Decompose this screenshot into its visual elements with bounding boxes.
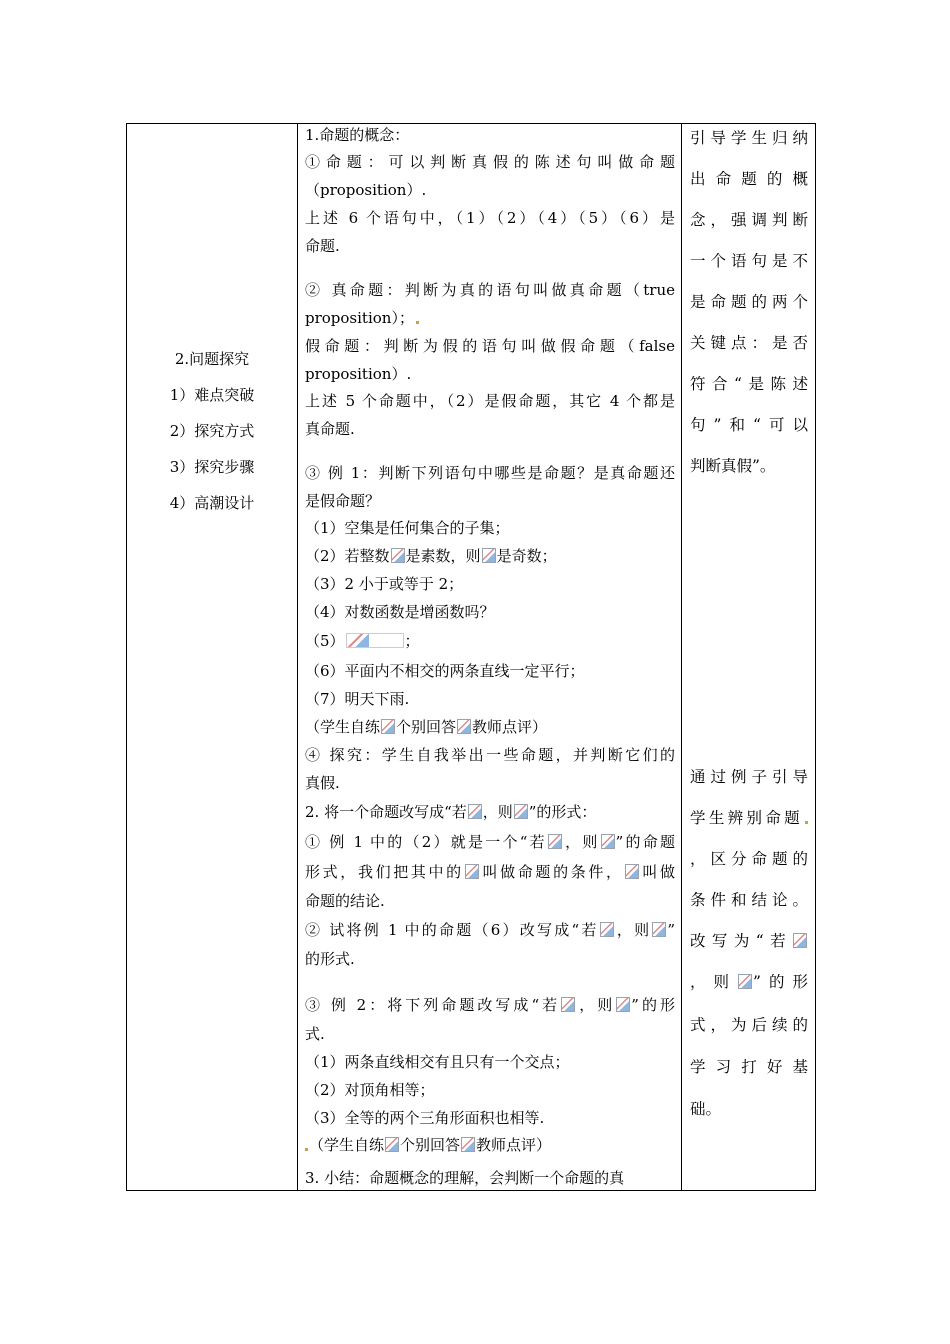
text-line xyxy=(305,1135,675,1155)
text-span: ”的命题 xyxy=(615,833,675,851)
text-span: proposition）； xyxy=(305,309,414,327)
note-line: 学 习 打 好 基 xyxy=(690,1058,808,1076)
note-line xyxy=(690,972,808,992)
note-line: 出命题的概 xyxy=(690,170,808,188)
text-line xyxy=(305,920,675,940)
text-span: ” xyxy=(667,921,675,939)
text-line: ③ 例 1：判断下列语句中哪些是命题？是真命题还 xyxy=(305,464,675,482)
list-item: （3）2 小于或等于 2； xyxy=(305,575,464,593)
note-line: 是命题的两个 xyxy=(690,293,808,311)
note-line: 关键点：是否 xyxy=(690,334,808,352)
note-line: 判断真假”。 xyxy=(690,457,776,475)
column-divider xyxy=(297,124,298,1190)
text-line: 3. 小结：命题概念的理解，会判断一个命题的真 xyxy=(305,1169,625,1187)
mark-dot xyxy=(416,321,419,324)
note-line: 通过例子引导 xyxy=(690,768,808,786)
note-line: 符合“是陈述 xyxy=(690,375,808,393)
text-span: ”的形 xyxy=(753,973,808,991)
formula-image-icon xyxy=(738,974,752,989)
section-item: 4）高潮设计 xyxy=(169,494,255,512)
text-span: ，则 xyxy=(614,921,652,939)
formula-image-icon xyxy=(561,997,575,1012)
text-line: （proposition）. xyxy=(305,181,427,199)
text-span: ； xyxy=(404,632,420,650)
arrow-image-icon xyxy=(457,719,471,734)
text-span: ，则 xyxy=(576,996,616,1014)
text-line: ② 真命题：判断为真的语句叫做真命题（true xyxy=(305,281,675,299)
text-span: 是素数，则 xyxy=(405,547,481,565)
list-item: （3）全等的两个三角形面积也相等. xyxy=(305,1109,545,1127)
text-line: ④ 探究：学生自我举出一些命题，并判断它们的 xyxy=(305,746,675,764)
lesson-table xyxy=(126,123,816,1191)
text-span: 教师点评） xyxy=(476,1136,552,1154)
text-span: （5） xyxy=(305,632,345,650)
note-line: 引导学生归纳 xyxy=(690,129,808,147)
text-line: 假命题：判断为假的语句叫做假命题（false xyxy=(305,337,675,355)
formula-image-icon xyxy=(482,548,496,563)
arrow-image-icon xyxy=(381,719,395,734)
list-item: （1）两条直线相交有且只有一个交点； xyxy=(305,1053,570,1071)
text-span: 学生辨别命题 xyxy=(690,809,803,827)
formula-image-icon xyxy=(391,548,405,563)
note-line: 句”和“可以 xyxy=(690,416,808,434)
text-span: （2）若整数 xyxy=(305,547,390,565)
formula-image-icon xyxy=(616,997,630,1012)
section-item: 2）探究方式 xyxy=(169,422,255,440)
note-line: 一个语句是不 xyxy=(690,252,808,270)
note-line: 条件和结论。 xyxy=(690,891,808,909)
list-item: （4）对数函数是增函数吗？ xyxy=(305,603,495,621)
text-line xyxy=(305,717,675,737)
text-line: 上述 5 个命题中，（2）是假命题，其它 4 个都是 xyxy=(305,392,675,410)
text-line: 是假命题？ xyxy=(305,492,381,510)
text-line xyxy=(305,995,675,1015)
list-item: （7）明天下雨. xyxy=(305,690,410,708)
text-span: ”的形式： xyxy=(528,803,597,821)
section-item: 3）探究步骤 xyxy=(169,458,255,476)
text-span: 叫做命题的条件， xyxy=(479,863,624,881)
text-span: 形式，我们把其中的 xyxy=(305,863,464,881)
note-line xyxy=(690,931,808,951)
list-item xyxy=(305,546,675,566)
formula-image-icon xyxy=(465,864,479,879)
text-span: ，则 xyxy=(482,803,513,821)
text-span: 个别回答 xyxy=(396,718,457,736)
text-span: 2. 将一个命题改写成“若 xyxy=(305,803,467,821)
text-line xyxy=(305,862,675,882)
text-span: ② 试将例 1 中的命题（6）改写成“若 xyxy=(305,921,599,939)
text-line: 命题. xyxy=(305,237,340,255)
formula-image-icon xyxy=(468,804,482,819)
text-line xyxy=(305,802,675,822)
formula-image-icon xyxy=(600,922,614,937)
note-line: 念，强调判断 xyxy=(690,211,808,229)
arrow-image-icon xyxy=(461,1137,475,1152)
note-line xyxy=(690,808,808,828)
list-item: （1）空集是任何集合的子集； xyxy=(305,519,510,537)
text-line: ① 命 题 ： 可 以 判 断 真 假 的 陈 述 句 叫 做 命 题 xyxy=(305,153,675,171)
text-span: 个别回答 xyxy=(400,1136,461,1154)
text-line xyxy=(305,832,675,852)
text-line: 上述 6 个语句中，（1）（2）（4）（5）（6）是 xyxy=(305,209,675,227)
section-item: 1）难点突破 xyxy=(169,386,255,404)
text-span: ，则 xyxy=(562,833,600,851)
text-span: （学生自练 xyxy=(305,718,381,736)
mark-dot xyxy=(805,821,808,824)
list-item xyxy=(305,631,675,651)
text-span: ”的形 xyxy=(631,996,676,1014)
section-title: 2.问题探究 xyxy=(174,350,250,368)
text-line: proposition）. xyxy=(305,365,412,383)
formula-image-icon xyxy=(652,922,666,937)
formula-image-icon xyxy=(601,834,615,849)
text-line: 的形式. xyxy=(305,950,355,968)
formula-image-icon xyxy=(514,804,528,819)
mark-dot xyxy=(305,1148,308,1151)
section-headings xyxy=(127,341,297,521)
list-item: （2）对顶角相等； xyxy=(305,1081,435,1099)
note-line: ，区分命题的 xyxy=(690,850,808,868)
text-line: 命题的结论. xyxy=(305,892,385,910)
text-line: 式. xyxy=(305,1025,325,1043)
note-line: 式，为后续的 xyxy=(690,1016,808,1034)
concept-title: 1.命题的概念： xyxy=(305,126,410,144)
text-span: 教师点评） xyxy=(472,718,548,736)
text-span: ③ 例 2：将下列命题改写成“若 xyxy=(305,996,561,1014)
formula-image-icon xyxy=(548,834,562,849)
text-span: 改写为“若 xyxy=(690,932,792,950)
note-line: 础。 xyxy=(690,1100,722,1118)
text-span: ，则 xyxy=(690,973,738,991)
text-span: 叫做 xyxy=(639,863,675,881)
formula-image-icon xyxy=(793,933,807,948)
text-line: 真命题. xyxy=(305,420,355,438)
column-divider xyxy=(681,124,682,1190)
text-span: ① 例 1 中的（2）就是一个“若 xyxy=(305,833,547,851)
text-span: （学生自练 xyxy=(309,1136,385,1154)
list-item: （6）平面内不相交的两条直线一定平行； xyxy=(305,662,585,680)
section-column xyxy=(127,124,297,1190)
formula-image-icon xyxy=(625,864,639,879)
arrow-image-icon xyxy=(385,1137,399,1152)
text-line: 真假. xyxy=(305,774,340,792)
text-span: 是奇数； xyxy=(496,547,557,565)
text-line xyxy=(305,308,675,328)
formula-image-icon xyxy=(346,633,404,648)
